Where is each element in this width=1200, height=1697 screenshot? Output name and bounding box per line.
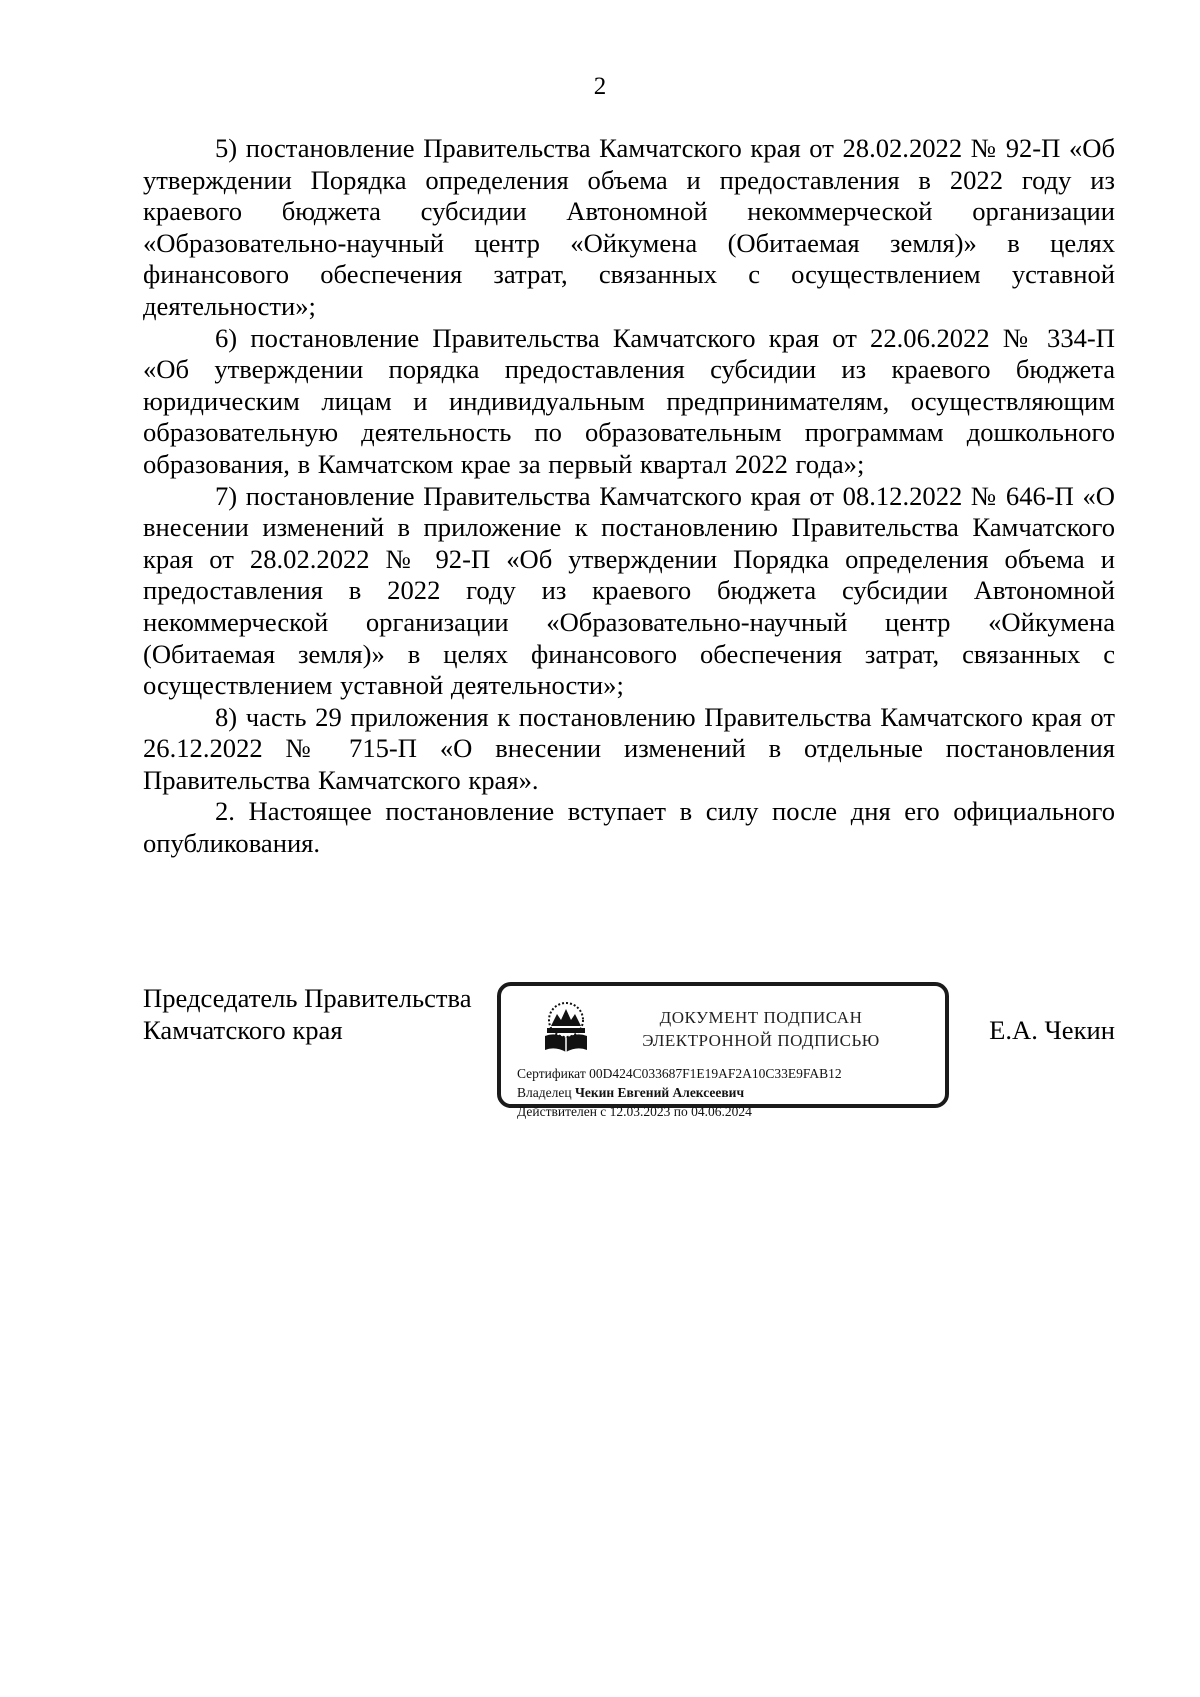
stamp-title-line1: ДОКУМЕНТ ПОДПИСАН bbox=[659, 1008, 863, 1027]
stamp-valid-to-label: по bbox=[673, 1104, 688, 1119]
stamp-owner-label: Владелец bbox=[517, 1085, 572, 1100]
document-body bbox=[143, 133, 1115, 860]
signatory-name: Е.А. Чекин bbox=[989, 1015, 1115, 1045]
page-number: 2 bbox=[593, 73, 607, 100]
stamp-certificate-value: 00D424C033687F1E19AF2A10C33E9FAB12 bbox=[589, 1066, 842, 1081]
signatory-position-line2: Камчатского края bbox=[143, 1015, 343, 1045]
stamp-details bbox=[517, 1064, 842, 1121]
kamchatka-emblem-icon bbox=[537, 1000, 595, 1058]
paragraph-clause-2: 2. Настоящее постановление вступает в силу после дня его официального опубликования. bbox=[143, 796, 1115, 859]
signatory-position bbox=[143, 982, 472, 1046]
stamp-certificate-label: Сертификат bbox=[517, 1066, 586, 1081]
stamp-valid-from: 12.03.2023 bbox=[609, 1104, 671, 1119]
stamp-owner-value: Чекин Евгений Алексеевич bbox=[574, 1085, 745, 1100]
signature-block bbox=[143, 982, 1115, 1142]
stamp-validity-line bbox=[517, 1102, 842, 1121]
paragraph-item-5: 5) постановление Правительства Камчатского края от 28.02.2022 № 92-П «Об утверждении Порядка определения объема и предоставления в 2022 году из краевого бюджета субсидии Автономной некоммерческой организации «Образовательно-научный центр «Ойкумена (Обитаемая земля)» в целях финансового обеспечения затрат, связанных с осуществлением уставной деятельности»; bbox=[143, 133, 1115, 321]
paragraph-item-8: 8) часть 29 приложения к постановлению Правительства Камчатского края от 26.12.2022 № 715-П «О внесении изменений в отдельные постановления Правительства Камчатского края». bbox=[143, 701, 1115, 795]
stamp-title-line2: ЭЛЕКТРОННОЙ ПОДПИСЬЮ bbox=[642, 1031, 880, 1050]
signatory-position-line1: Председатель Правительства bbox=[143, 983, 472, 1013]
paragraph-item-6: 6) постановление Правительства Камчатского края от 22.06.2022 № 334-П «Об утверждении порядка предоставления субсидии из краевого бюджета юридическим лицам и индивидуальным предпринимателям, осуществляющим образовательную деятельность по образовательным программам дошкольного образования, в Камчатском крае за первый квартал 2022 года»; bbox=[143, 322, 1115, 479]
stamp-title bbox=[611, 1006, 911, 1052]
stamp-certificate-line bbox=[517, 1064, 842, 1083]
stamp-owner-line bbox=[517, 1083, 842, 1102]
stamp-valid-to: 04.06.2024 bbox=[691, 1104, 752, 1119]
electronic-signature-stamp bbox=[497, 982, 949, 1119]
stamp-valid-label: Действителен с bbox=[517, 1104, 607, 1119]
paragraph-item-7: 7) постановление Правительства Камчатского края от 08.12.2022 № 646-П «О внесении изменений в приложение к постановлению Правительства Камчатского края от 28.02.2022 № 92-П «Об утверждении Порядка определения объема и предоставления в 2022 году из краевого бюджета субсидии Автономной некоммерческой организации «Образовательно-научный центр «Ойкумена (Обитаемая земля)» в целях финансового обеспечения затрат, связанных с осуществлением уставной деятельности»; bbox=[143, 480, 1115, 701]
